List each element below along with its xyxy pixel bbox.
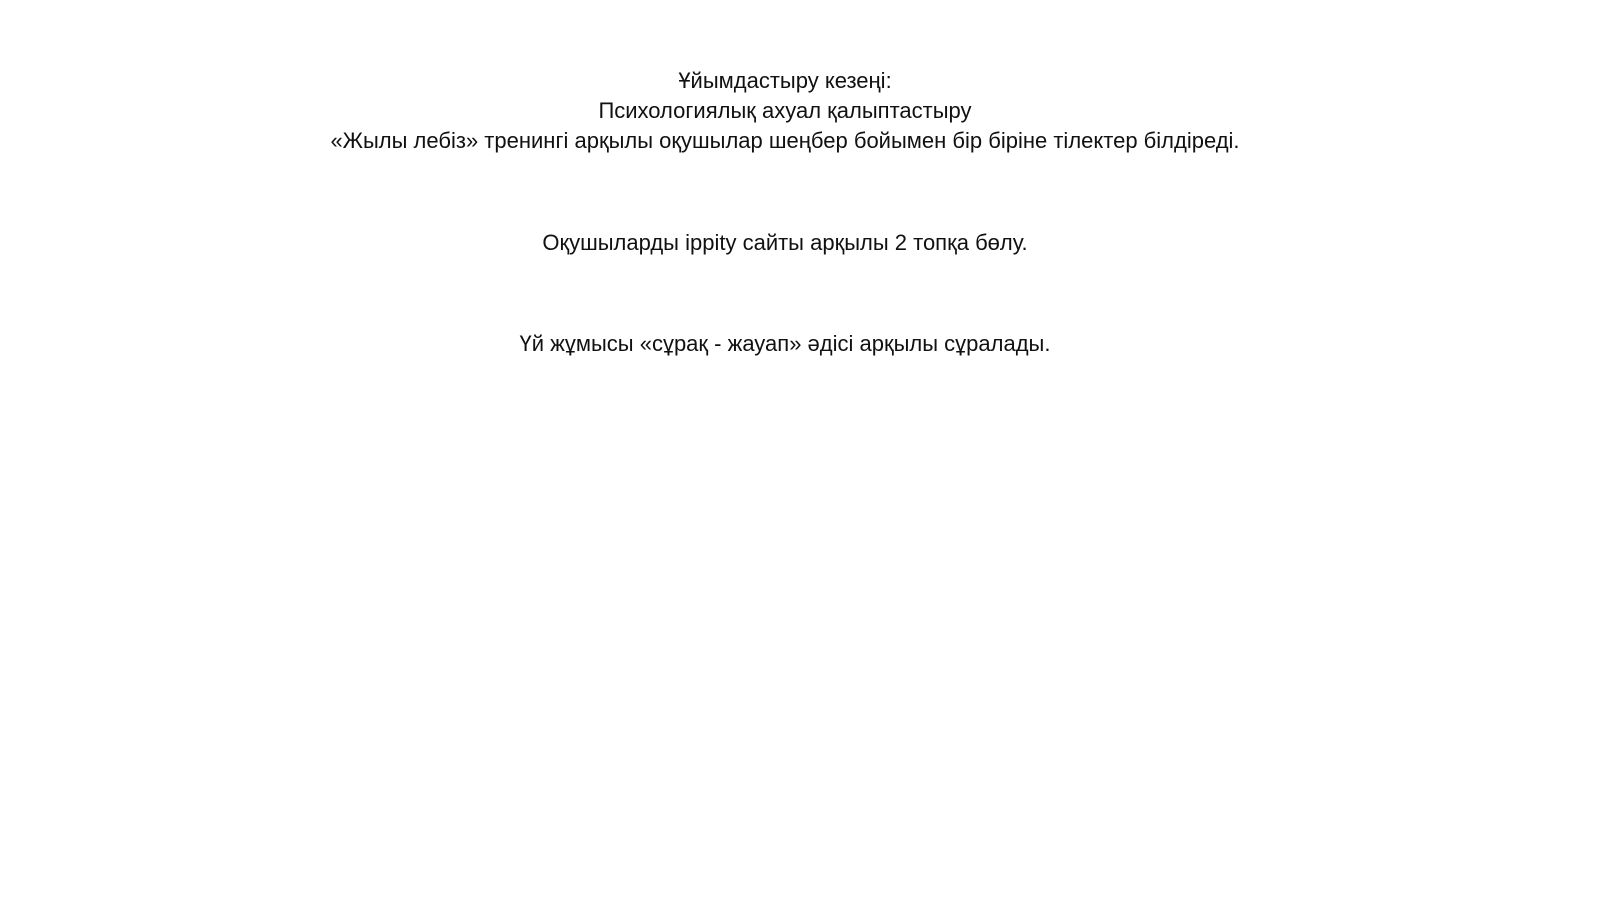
organizational-stage-block (0, 66, 1570, 156)
warm-words-training-line: «Жылы лебіз» тренингі арқылы оқушылар шеңбер бойымен бір біріне тілектер білдіреді. (330, 128, 1240, 153)
homework-text: Үй жұмысы «сұрақ - жауап» әдісі арқылы сұралады. (519, 331, 1051, 356)
psychological-climate-line: Психологиялық ахуал қалыптастыру (598, 98, 972, 123)
stage-heading: Ұйымдастыру кезеңі: (678, 68, 892, 93)
group-division-text: Оқушыларды ippity сайты арқылы 2 топқа бөлу. (542, 230, 1028, 255)
